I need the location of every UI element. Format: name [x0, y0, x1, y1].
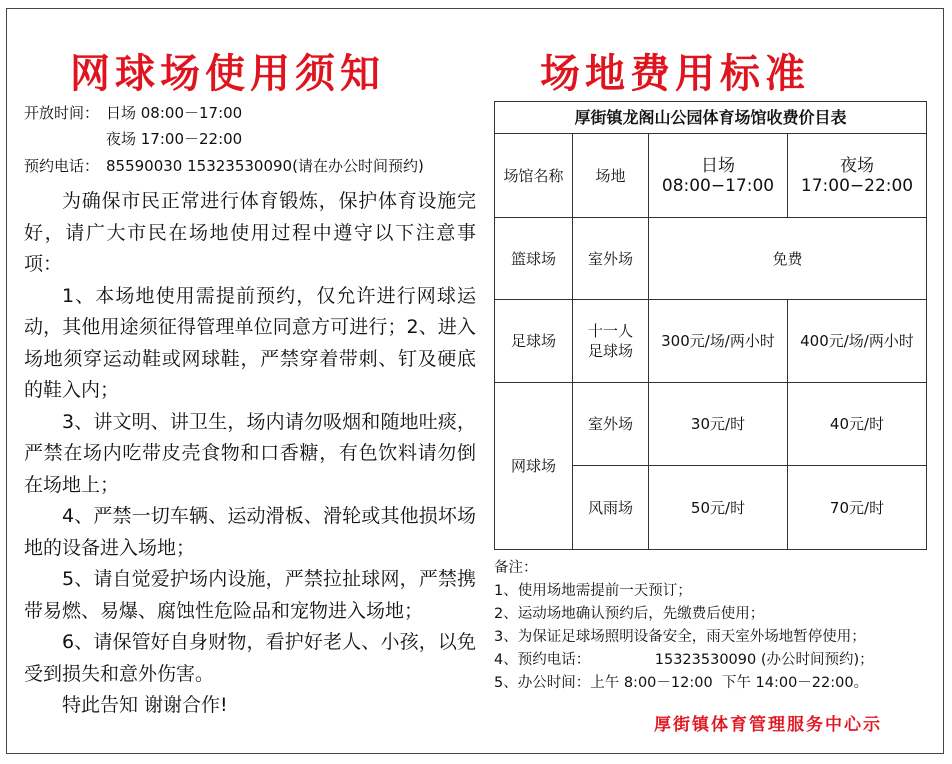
- rule-5: 5、请自觉爱护场内设施，严禁拉扯球网，严禁携带易燃、易爆、腐蚀性危险品和宠物进入场地；: [24, 568, 476, 622]
- header-night-label: 夜场: [840, 155, 874, 176]
- football-field-line1: 十一人: [587, 322, 633, 340]
- phone-label: 预约电话：: [24, 157, 100, 175]
- tennis-covered-night-price: 70元/时: [788, 466, 927, 550]
- header-day: [649, 134, 788, 218]
- football-night-price: 400元/场/两小时: [788, 300, 927, 383]
- header-field: 场地: [573, 134, 649, 218]
- night-hours: 夜场 17:00－22:00: [106, 130, 243, 148]
- football-day-price: 300元/场/两小时: [649, 300, 788, 383]
- football-field-line2: 足球场: [587, 342, 633, 360]
- note-5: 5、办公时间：上午 8:00－12:00 下午 14:00－22:00。: [494, 675, 869, 691]
- tennis-venue: 网球场: [495, 383, 573, 550]
- header-night-time: 17:00−22:00: [800, 175, 914, 196]
- header-day-time: 08:00−17:00: [661, 175, 775, 196]
- tennis-outdoor-field: 室外场: [573, 383, 649, 466]
- closing-text: 特此告知 谢谢合作!: [62, 694, 228, 716]
- basketball-field: 室外场: [573, 218, 649, 300]
- fee-table: [494, 101, 927, 550]
- notes-section: [494, 557, 874, 695]
- note-3: 3、为保证足球场照明设备安全，雨天室外场地暂停使用；: [494, 629, 866, 645]
- rule-6: 6、请保管好自身财物，看护好老人、小孩，以免受到损失和意外伤害。: [24, 631, 476, 685]
- fees-title: 场地费用标准: [540, 51, 810, 97]
- note-1: 1、使用场地需提前一天预订；: [494, 583, 692, 599]
- tennis-outdoor-night-price: 40元/时: [788, 383, 927, 466]
- intro-paragraph: 为确保市民正常进行体育锻炼，保护体育设施完好，请广大市民在场地使用过程中遵守以下注意事项：: [24, 190, 476, 275]
- rules-text: [24, 186, 476, 722]
- rule-1-2: 1、本场地使用需提前预约，仅允许进行网球运动，其他用途须征得管理单位同意方可进行；2、进入场地须穿运动鞋或网球鞋，严禁穿着带刺、钉及硬底的鞋入内；: [24, 284, 476, 401]
- tennis-covered-day-price: 50元/时: [649, 466, 788, 550]
- tennis-outdoor-day-price: 30元/时: [649, 383, 788, 466]
- fee-table-caption: 厚街镇龙阁山公园体育场馆收费价目表: [495, 102, 927, 134]
- note-4: 4、预约电话： 15323530090 (办公时间预约)；: [494, 652, 874, 668]
- issuer-signature: 厚街镇体育管理服务中心示: [654, 715, 882, 735]
- header-day-label: 日场: [701, 155, 735, 176]
- basketball-price: 免费: [649, 218, 927, 300]
- rule-3: 3、讲文明、讲卫生，场内请勿吸烟和随地吐痰，严禁在场内吃带皮壳食物和口香糖，有色饮料请勿倒在场地上；: [24, 410, 476, 496]
- phone-value: 85590030 15323530090(请在办公时间预约): [106, 157, 424, 175]
- rule-4: 4、严禁一切车辆、运动滑板、滑轮或其他损坏场地的设备进入场地；: [24, 505, 476, 559]
- open-hours-label: 开放时间：: [24, 104, 100, 122]
- note-2: 2、运动场地确认预约后，先缴费后使用；: [494, 606, 765, 622]
- football-field: [573, 300, 649, 383]
- notes-title: 备注：: [494, 560, 538, 576]
- tennis-covered-field: 风雨场: [573, 466, 649, 550]
- football-venue: 足球场: [495, 300, 573, 383]
- day-hours: 日场 08:00－17:00: [106, 104, 243, 122]
- basketball-venue: 篮球场: [495, 218, 573, 300]
- header-night: [788, 134, 927, 218]
- header-venue: 场馆名称: [495, 134, 573, 218]
- rules-title: 网球场使用须知: [70, 51, 385, 97]
